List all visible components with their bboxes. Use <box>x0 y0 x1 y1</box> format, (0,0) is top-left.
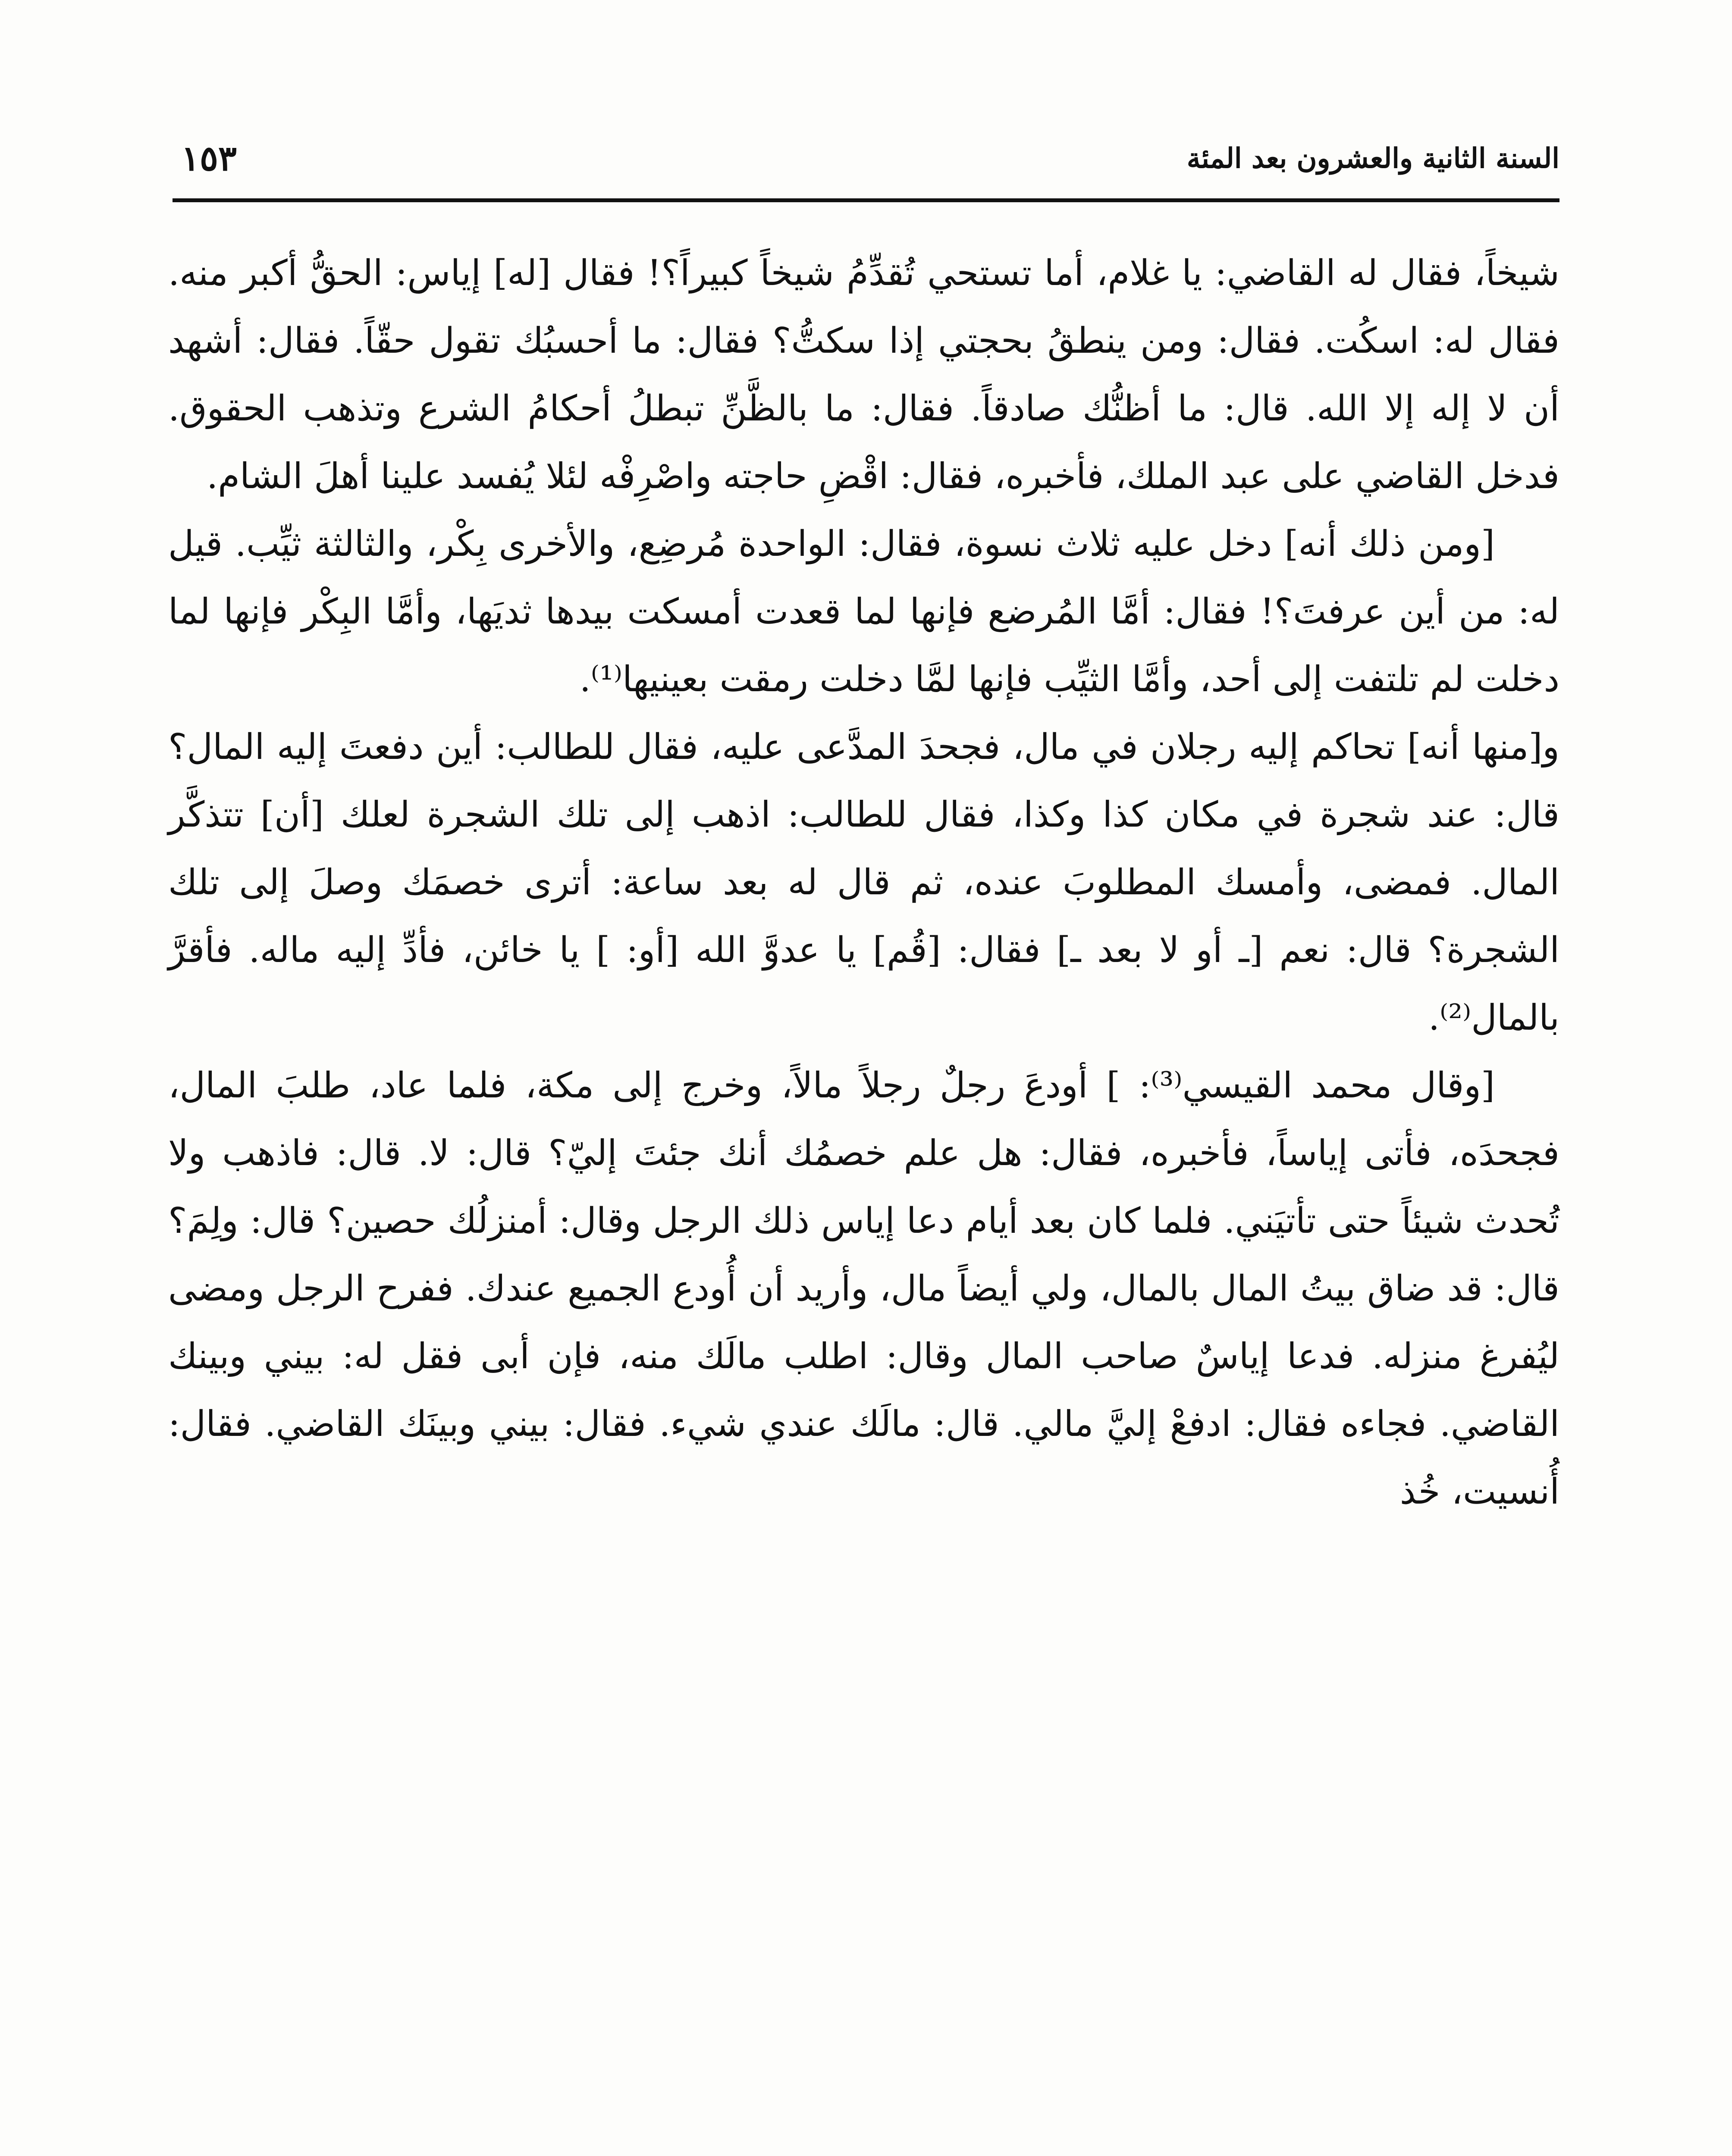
header-rule <box>173 198 1559 202</box>
paragraph-3: و[منها أنه] تحاكم إليه رجلان في مال، فجحدَ المدَّعى عليه، فقال للطالب: أين دفعتَ إليه المال؟ قال: عند شجرة في مكان كذا وكذا، فقال للطالب: اذهب إلى تلك الشجرة لعلك [أن] تتذكَّر المال. فمضى، وأمسك المطلوبَ عنده، ثم قال له بعد ساعة: أترى خصمَك وصلَ إلى تلك الشجرة؟ قال: نعم [ـ أو لا بعد ـ] فقال: [قُم] يا عدوَّ الله [أو: ] يا خائن، فأدِّ إليه ماله. فأقرَّ بالمال⁽²⁾. <box>168 727 1559 1038</box>
running-header-title: السنة الثانية والعشرون بعد المئة <box>1186 142 1559 175</box>
main-text <box>168 239 1559 1526</box>
paragraph-4: [وقال محمد القيسي⁽³⁾: ] أودعَ رجلٌ رجلاً مالاً، وخرج إلى مكة، فلما عاد، طلبَ المال، فجحدَه، فأتى إياساً، فأخبره، فقال: هل علم خصمُك أنك جئتَ إليّ؟ قال: لا. قال: فاذهب ولا تُحدث شيئاً حتى تأتيَني. فلما كان بعد أيام دعا إياس ذلك الرجل وقال: أمنزلُك حصين؟ قال: ولِمَ؟ قال: قد ضاق بيتُ المال بالمال، ولي أيضاً مال، وأريد أن أُودع الجميع عندك. ففرح الرجل ومضى ليُفرغ منزله. فدعا إياسٌ صاحب المال وقال: اطلب مالَك منه، فإن أبى فقل له: بيني وبينك القاضي. فجاءه فقال: ادفعْ إليَّ مالي. قال: مالَك عندي شيء. فقال: بيني وبينَك القاضي. فقال: أُنسيت، خُذ <box>168 1065 1559 1512</box>
paragraph-2: [ومن ذلك أنه] دخل عليه ثلاث نسوة، فقال: الواحدة مُرضِع، والأخرى بِكْر، والثالثة ثيِّب. قيل له: من أين عرفتَ؟! فقال: أمَّا المُرضع فإنها لما قعدت أمسكت بيدها ثديَها، وأمَّا البِكْر فإنها لما دخلت لم تلتفت إلى أحد، وأمَّا الثيِّب فإنها لمَّا دخلت رمقت بعينيها⁽¹⁾. <box>168 523 1559 700</box>
paragraph-1: شيخاً، فقال له القاضي: يا غلام، أما تستحي تُقدِّمُ شيخاً كبيراً؟! فقال [له] إياس: الحقُّ أكبر منه. فقال له: اسكُت. فقال: ومن ينطقُ بحجتي إذا سكتُّ؟ فقال: ما أحسبُك تقول حقّاً. فقال: أشهد أن لا إله إلا الله. قال: ما أظنُّك صادقاً. فقال: ما بالظَّنِّ تبطلُ أحكامُ الشرع وتذهب الحقوق. فدخل القاضي على عبد الملك، فأخبره، فقال: اقْضِ حاجته واصْرِفْه لئلا يُفسد علينا أهلَ الشام. <box>168 253 1559 497</box>
page-number: ١٥٣ <box>181 138 237 179</box>
